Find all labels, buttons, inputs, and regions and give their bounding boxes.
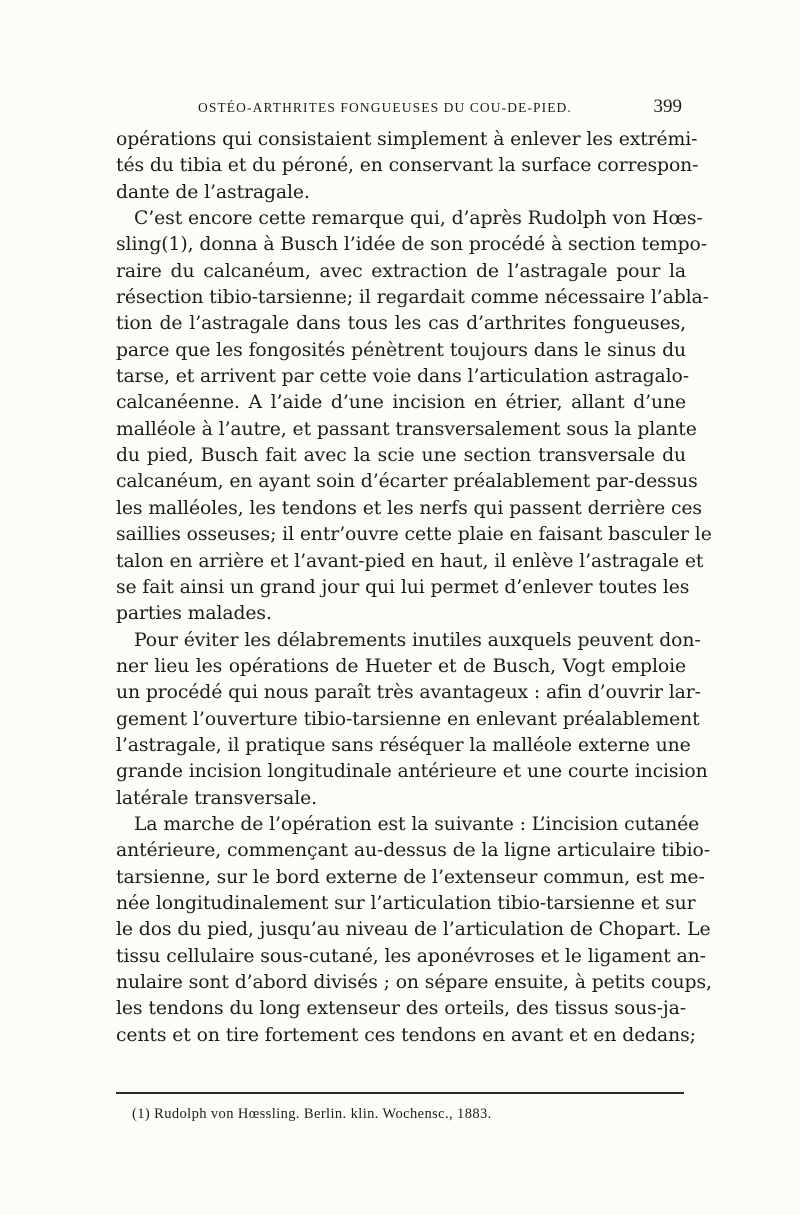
text-line: Pour éviter les délabrements inutiles auxquels peuvent don- <box>134 629 701 651</box>
text-line: grande incision longitudinale antérieure et une courte incision <box>116 761 708 783</box>
body-text <box>116 127 712 1049</box>
text-line: ner lieu les opérations de Hueter et de Busch, Vogt emploie <box>116 655 686 677</box>
text-line: calcanéum, en ayant soin d’écarter préalablement par-dessus <box>116 471 698 493</box>
text-line: raire du calcanéum, avec extraction de l’astragale pour la <box>116 260 686 282</box>
text-line: l’astragale, il pratique sans réséquer la malléole externe une <box>116 734 691 756</box>
text-line: talon en arrière et l’avant-pied en haut, il enlève l’astragale et <box>116 550 704 572</box>
text-line: du pied, Busch fait avec la scie une section transversale du <box>116 445 686 467</box>
text-line: se fait ainsi un grand jour qui lui permet d’enlever toutes les <box>116 576 690 598</box>
text-line: nulaire sont d’abord divisés ; on sépare ensuite, à petits coups, <box>116 972 712 993</box>
text-line: opérations qui consistaient simplement à enlever les extrémi- <box>116 129 698 150</box>
text-line: tissu cellulaire sous-cutané, les aponévroses et le ligament an- <box>116 945 706 967</box>
text-line: tarse, et arrivent par cette voie dans l’articulation astragalo- <box>116 366 689 388</box>
text-line: cents et on tire fortement ces tendons en avant et en dedans; <box>116 1024 696 1046</box>
text-line: tés du tibia et du péroné, en conservant la surface correspon- <box>116 155 699 177</box>
footnote: (1) Rudolph von Hœssling. Berlin. klin. Wochensc., 1883. <box>132 1106 492 1122</box>
page-number: 399 <box>653 96 682 117</box>
text-line: résection tibio-tarsienne; il regardait comme nécessaire l’abla- <box>116 287 709 309</box>
text-line: La marche de l’opération est la suivante : L’incision cutanée <box>134 813 700 835</box>
text-line: saillies osseuses; il entr’ouvre cette plaie en faisant basculer le <box>116 524 712 546</box>
running-title: OSTÉO-ARTHRITES FONGUEUSES DU COU-DE-PIED. <box>198 100 572 115</box>
text-line: dante de l’astragale. <box>116 181 310 203</box>
text-line: C’est encore cette remarque qui, d’après Rudolph von Hœs- <box>134 208 703 230</box>
text-line: calcanéenne. A l’aide d’une incision en étrier, allant d’une <box>116 392 686 414</box>
text-line: les malléoles, les tendons et les nerfs qui passent derrière ces <box>116 497 702 519</box>
text-line: parties malades. <box>116 603 272 625</box>
text-line: les tendons du long extenseur des orteils, des tissus sous-ja- <box>116 998 686 1020</box>
text-line: gement l’ouverture tibio-tarsienne en enlevant préalablement <box>116 708 700 730</box>
text-line: un procédé qui nous paraît très avantageux : afin d’ouvrir lar- <box>116 682 701 704</box>
text-line: sling(1), donna à Busch l’idée de son procédé à section tempo- <box>116 234 707 256</box>
text-line: née longitudinalement sur l’articulation tibio-tarsienne et sur <box>116 892 696 914</box>
text-line: antérieure, commençant au-dessus de la ligne articulaire tibio- <box>116 840 710 862</box>
text-line: tion de l’astragale dans tous les cas d’arthrites fongueuses, <box>116 313 686 335</box>
running-head <box>116 96 686 122</box>
text-line: parce que les fongosités pénètrent toujours dans le sinus du <box>116 339 686 361</box>
text-line: latérale transversale. <box>116 787 318 809</box>
text-line: le dos du pied, jusqu’au niveau de l’articulation de Chopart. Le <box>116 919 711 941</box>
footnote-rule <box>116 1092 684 1094</box>
text-line: malléole à l’autre, et passant transversalement sous la plante <box>116 418 697 440</box>
text-line: tarsienne, sur le bord externe de l’extenseur commun, est me- <box>116 866 705 888</box>
